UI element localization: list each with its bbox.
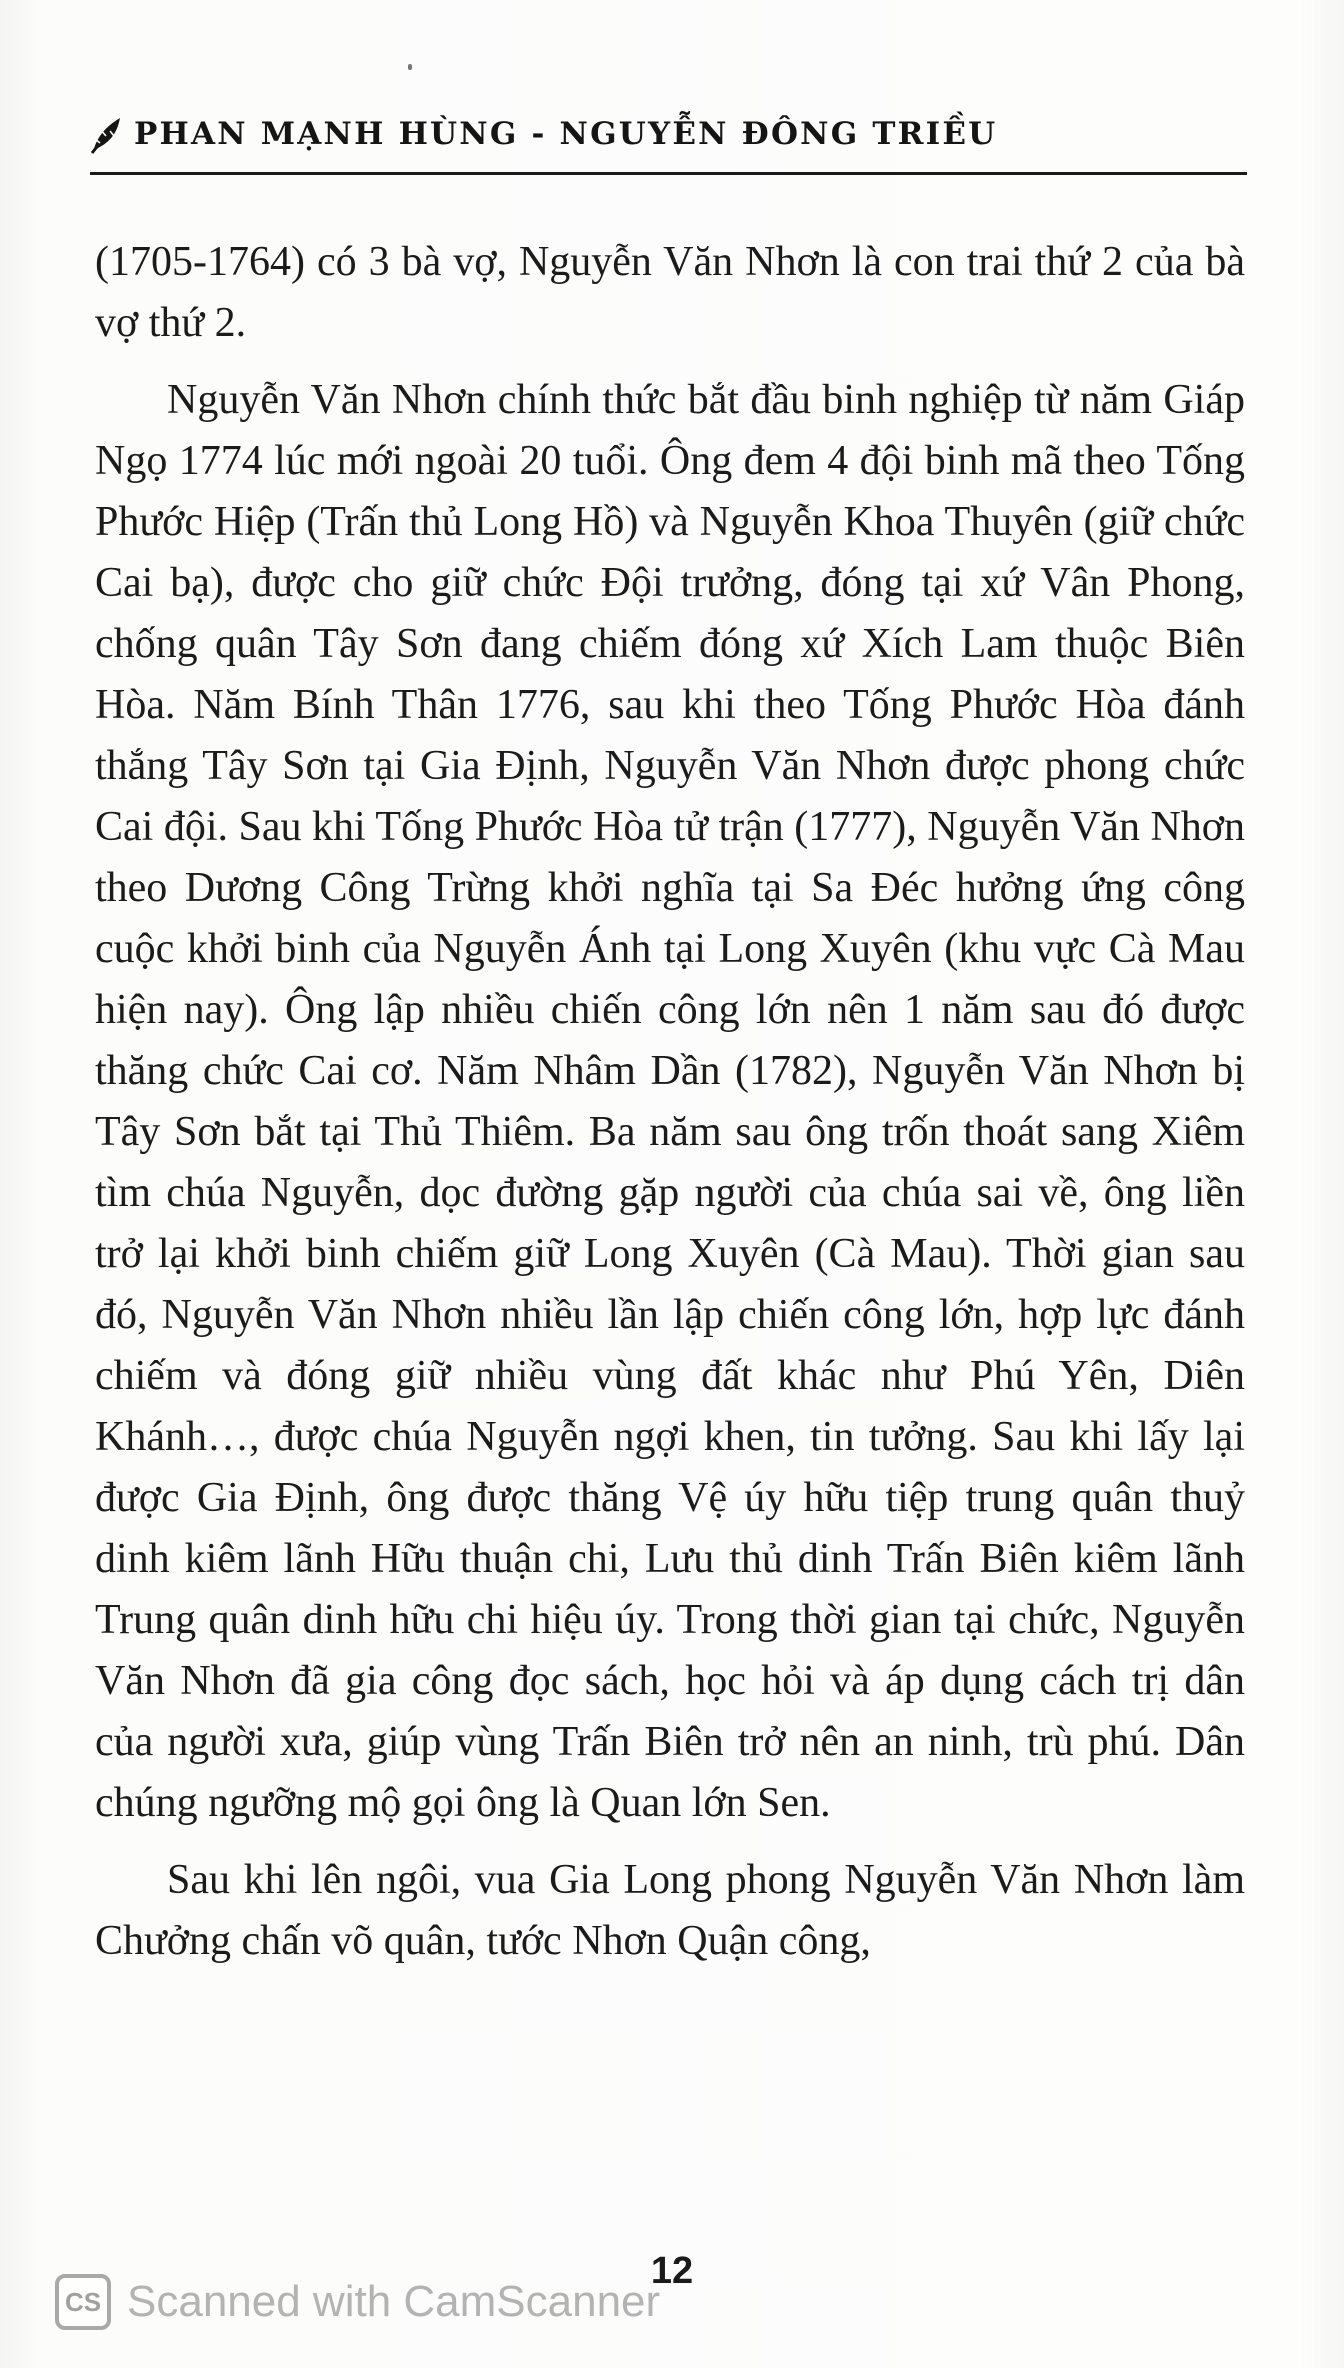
page-number: 12 (650, 2250, 694, 2292)
header-rule (90, 172, 1247, 175)
leaf-ornament-icon (90, 116, 124, 154)
watermark-text: Scanned with CamScanner (127, 2277, 661, 2326)
scan-speck (408, 64, 412, 70)
body-text (95, 232, 1245, 1988)
running-header (90, 110, 1250, 170)
paragraph-3: Sau khi lên ngôi, vua Gia Long phong Nguyễn Văn Nhơn làm Chưởng chấn võ quân, tước Nhơn Quận công, (95, 1857, 1245, 1964)
camscanner-watermark (55, 2272, 660, 2332)
camscanner-logo-icon: CS (55, 2274, 111, 2330)
paragraph-2: Nguyễn Văn Nhơn chính thức bắt đầu binh nghiệp từ năm Giáp Ngọ 1774 lúc mới ngoài 20 tuổi. Ông đem 4 đội binh mã theo Tống Phước Hiệp (Trấn thủ Long Hồ) và Nguyễn Khoa Thuyên (giữ chức Cai bạ), được cho giữ chức Đội trưởng, đóng tại xứ Vân Phong, chống quân Tây Sơn đang chiếm đóng xứ Xích Lam thuộc Biên Hòa. Năm Bính Thân 1776, sau khi theo Tống Phước Hòa đánh thắng Tây Sơn tại Gia Định, Nguyễn Văn Nhơn được phong chức Cai đội. Sau khi Tống Phước Hòa tử trận (1777), Nguyễn Văn Nhơn theo Dương Công Trừng khởi nghĩa tại Sa Đéc hưởng ứng công cuộc khởi binh của Nguyễn Ánh tại Long Xuyên (khu vực Cà Mau hiện nay). Ông lập nhiều chiến công lớn nên 1 năm sau đó được thăng chức Cai cơ. Năm Nhâm Dần (1782), Nguyễn Văn Nhơn bị Tây Sơn bắt tại Thủ Thiêm. Ba năm sau ông trốn thoát sang Xiêm tìm chúa Nguyễn, dọc đường gặp người của chúa sai về, ông liền trở lại khởi binh chiếm giữ Long Xuyên (Cà Mau). Thời gian sau đó, Nguyễn Văn Nhơn nhiều lần lập chiến công lớn, hợp lực đánh chiếm và đóng giữ nhiều vùng đất khác như Phú Yên, Diên Khánh…, được chúa Nguyễn ngợi khen, tin tưởng. Sau khi lấy lại được Gia Định, ông được thăng Vệ úy hữu tiệp trung quân thuỷ dinh kiêm lãnh Hữu thuận chi, Lưu thủ dinh Trấn Biên kiêm lãnh Trung quân dinh hữu chi hiệu úy. Trong thời gian tại chức, Nguyễn Văn Nhơn đã gia công đọc sách, học hỏi và áp dụng cách trị dân của người xưa, giúp vùng Trấn Biên trở nên an ninh, trù phú. Dân chúng ngưỡng mộ gọi ông là Quan lớn Sen. (95, 377, 1245, 1826)
running-header-title: PHAN MẠNH HÙNG - NGUYỄN ĐÔNG TRIỀU (134, 116, 998, 152)
paragraph-1: (1705-1764) có 3 bà vợ, Nguyễn Văn Nhơn là con trai thứ 2 của bà vợ thứ 2. (95, 239, 1245, 346)
